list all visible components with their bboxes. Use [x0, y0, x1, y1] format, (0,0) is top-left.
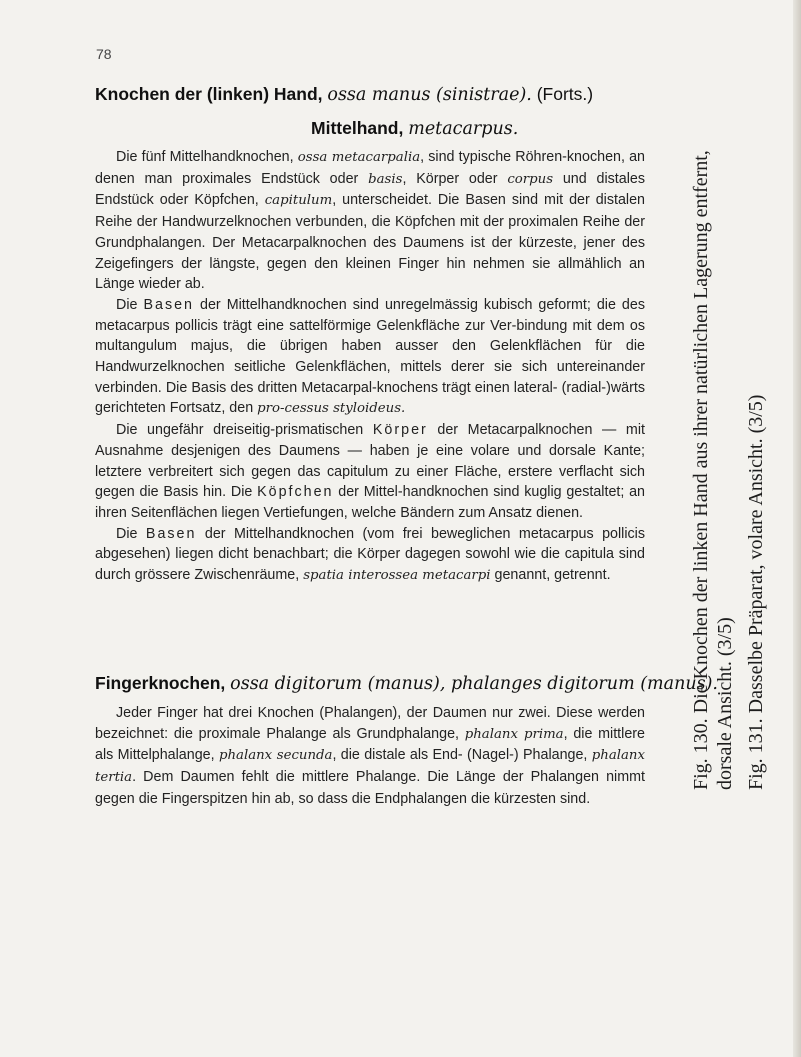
text-run: Die — [116, 296, 138, 313]
text-run: , Körper oder — [402, 170, 498, 187]
text-run: der Mittelhandknochen sind unregelmässig kubisch geformt; die des metacarpus pollicis trägt eine sattelförmige Gelenkfläche zur Ver-bindung mit dem os multangulum majus, die übrigen haben ausser den Gelenkflächen für die Handwurzelknochen seitliche Gelenkflächen, mittels derer sie sich untereinander verbinden. Die Basis des dritten Metacarpal-knochens trägt einen lateral- (radial-)wärts gerichteten Fortsatz, den — [95, 296, 645, 417]
text-run: Die ungefähr dreiseitig-prismatischen — [116, 422, 364, 439]
text-run: . Dem Daumen fehlt die mittlere Phalange. Die Länge der Phalangen nimmt gegen die Fingerspitzen hin ab, so dass die Endphalangen die kürzesten sind. — [95, 769, 645, 807]
latin-term: spatia interossea metacarpi — [303, 568, 491, 584]
text-run: , sind typische Röhren-knochen, an denen man proximales Endstück oder — [95, 149, 645, 187]
caption-fig-130-line-2: dorsale Ansicht. (3/5) — [714, 617, 736, 790]
page-title — [95, 84, 715, 105]
paragraph-2 — [95, 295, 645, 420]
caption-fig-131: Fig. 131. Dasselbe Präparat, volare Ansicht. (3/5) — [745, 394, 767, 790]
heading-text: Fingerknochen, — [95, 673, 226, 693]
title-latin: ossa manus (sinistrae). — [327, 85, 532, 105]
paragraph-1 — [95, 147, 645, 295]
spaced-term: Körper — [372, 422, 428, 439]
latin-term: phalanx prima — [464, 726, 564, 742]
paragraph-5 — [95, 703, 645, 810]
latin-term: phalanx tertia — [95, 748, 645, 786]
section-heading-fingerknochen — [95, 673, 718, 694]
text-run: Die fünf Mittelhandknochen, — [116, 149, 294, 165]
text-run: der Metacarpalknochen — mit Ausnahme desjenigen des Daumens — haben je eine volare und dorsale Kante; letztere verbreitert sich gegen das capitulum zu einer Fläche, erstere verflacht sich gegen die Basis hin. Die — [95, 422, 645, 501]
heading-text: Mittelhand, — [311, 118, 404, 138]
spaced-term: Basen — [145, 525, 197, 542]
text-run: , die distale als End- (Nagel-) Phalange, — [332, 747, 588, 764]
page-number: 78 — [96, 46, 112, 62]
text-run: Die — [116, 525, 138, 542]
text-run: der Mittel-handknochen sind kuglig gestaltet; an ihren Seitenflächen liegen Vertiefungen, welche Bändern zum Ansatz dienen. — [95, 484, 645, 521]
section-fingerknochen-body — [95, 703, 645, 810]
text-run: und distales Endstück oder Köpfchen, — [95, 170, 645, 209]
heading-latin: metacarpus. — [408, 119, 519, 139]
title-suffix: (Forts.) — [536, 84, 594, 104]
text-run: Jeder Finger hat drei Knochen (Phalangen), der Daumen nur zwei. Diese werden bezeichnet: die proximale Phalange als Grundphalange, — [95, 705, 645, 742]
caption-fig-130: Fig. 130. Die Knochen der linken Hand aus ihrer natürlichen Lagerung entfernt, — [690, 150, 712, 790]
text-run: , die mittlere als Mittelphalange, — [95, 725, 645, 764]
text-run: , unterscheidet. Die Basen sind mit der distalen Reihe der Handwurzelknochen verbunden, die Köpfchen mit der proximalen Reihe der Grundphalangen. Der Metacarpalknochen des Daumens ist der kürzeste, jener des Zeigefingers der längste, gegen den kleinen Finger hin nehmen sie allmählich an Länge wieder ab. — [95, 192, 645, 293]
text-run: genannt, getrennt. — [494, 567, 611, 584]
section-heading-mittelhand — [311, 118, 518, 139]
latin-term: phalanx secunda — [218, 748, 333, 764]
heading-latin: ossa digitorum (manus), phalanges digitorum (manus). — [230, 674, 718, 694]
latin-term: ossa metacarpalia — [297, 150, 421, 165]
paragraph-3 — [95, 420, 645, 524]
latin-term: corpus — [507, 171, 554, 187]
section-mittelhand-body — [95, 147, 645, 587]
spaced-term: Köpfchen — [257, 484, 334, 501]
text-run: der Mittelhandknochen (vom frei beweglichen metacarpus pollicis abgesehen) liegen dicht benachbart; die Körper dagegen sowohl wie die capitula sind durch grössere Zwischenräume, — [95, 525, 645, 584]
figure-captions — [690, 125, 790, 790]
latin-term: basis — [368, 171, 403, 187]
latin-term: pro-cessus styloideus. — [257, 401, 406, 417]
page-edge-shadow — [793, 0, 801, 1057]
latin-term: capitulum — [264, 193, 333, 209]
spaced-term: Basen — [143, 296, 195, 313]
paragraph-4 — [95, 524, 645, 587]
title-main: Knochen der (linken) Hand, — [95, 84, 323, 104]
